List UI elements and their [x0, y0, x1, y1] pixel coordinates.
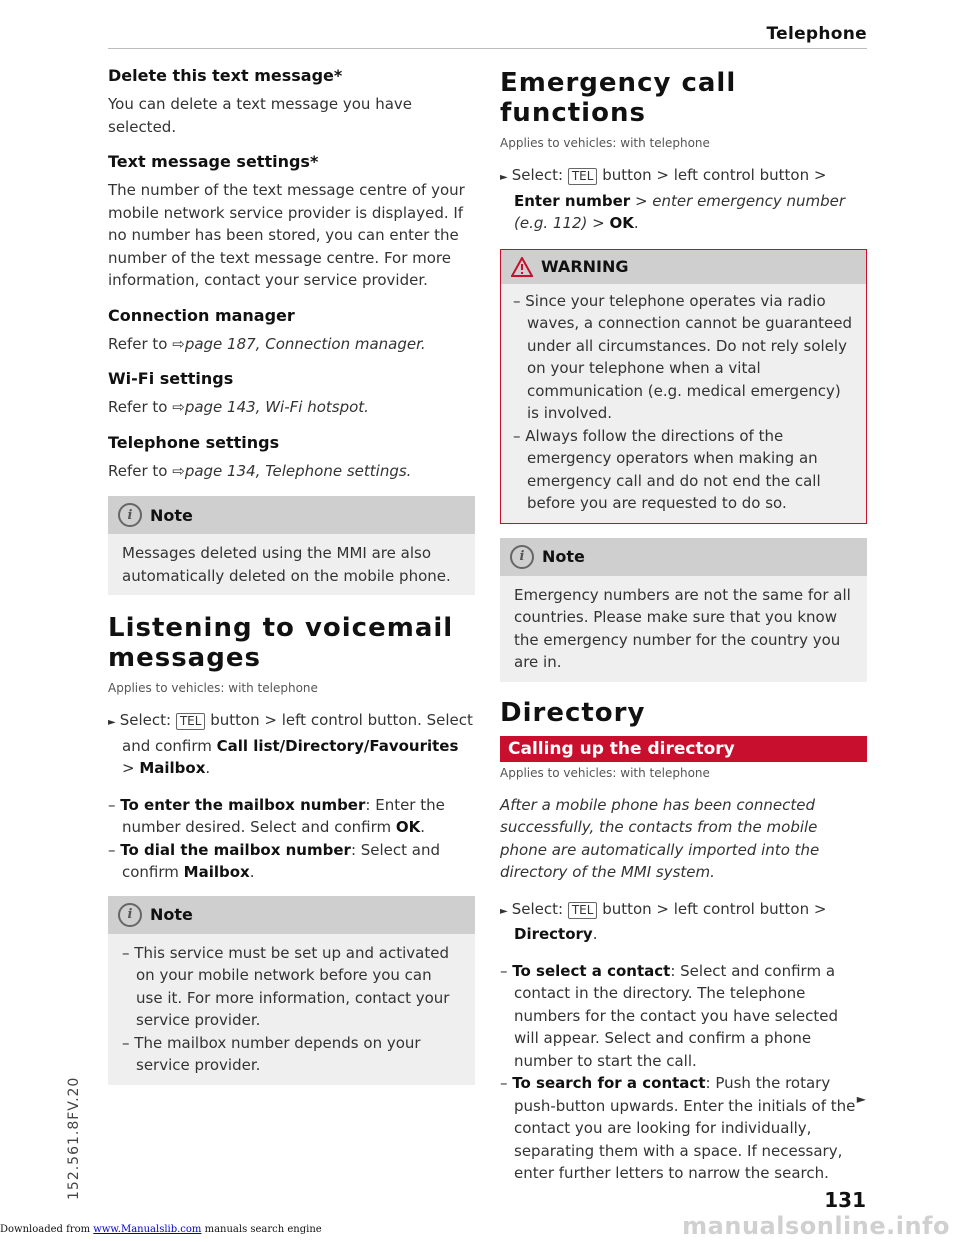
tel-key: TEL: [568, 902, 598, 919]
info-icon: i: [118, 903, 142, 927]
warning-label: WARNING: [541, 257, 629, 276]
ref-prefix: Refer to: [108, 461, 173, 480]
bullet-text: : Select and confirm: [122, 840, 441, 881]
warning-box: [500, 249, 867, 524]
menu-path: Enter number: [514, 191, 631, 210]
step-text: >: [122, 759, 140, 777]
voicemail-title: Listening to voicemail messages: [108, 613, 454, 673]
bullet-bold: OK: [395, 818, 421, 836]
step-text: .: [205, 759, 211, 777]
voicemail-bullets: [108, 794, 475, 884]
note-header: [500, 538, 867, 576]
emergency-step: [500, 164, 867, 235]
list-item: – To dial the mailbox number: Select and confirm Mailbox.: [108, 840, 441, 881]
page-ref-link[interactable]: ⇨page 134, Telephone settings.: [172, 461, 412, 480]
step-text: button > left control button >: [597, 899, 827, 918]
note-header: [108, 896, 475, 934]
note-box: [500, 538, 867, 682]
directory-step: [500, 898, 867, 946]
page-ref-link[interactable]: ⇨page 187, Connection manager.: [172, 334, 426, 353]
ref-prefix: Refer to: [108, 334, 173, 353]
emergency-title: Emergency call functions: [500, 68, 737, 128]
note-label: Note: [150, 505, 193, 525]
list-item: – To enter the mailbox number: Enter the number desired. Select and confirm OK.: [108, 795, 445, 836]
bullet-text: : Push the rotary push-button upwards. Enter the initials of the contact you are looking for individually, separating them with a space. If necessary, enter further letters to narrow the search.: [514, 1074, 856, 1182]
step-text: >: [587, 214, 610, 232]
connection-manager-heading: Connection manager: [108, 305, 295, 325]
directory-intro: After a mobile phone has been connected successfully, the contacts from the mobile phone are automatically imported into the directory of the MMI system.: [500, 795, 820, 881]
list-item: – This service must be set up and activated on your mobile network before you can use it. For more information, contact your service provider.: [122, 943, 450, 1029]
telephone-settings-ref: [108, 460, 475, 483]
list-item: – The mailbox number depends on your service provider.: [122, 1033, 421, 1074]
sms-settings-heading: Text message settings*: [108, 152, 319, 171]
bullet-text: : Enter the number desired. Select and confirm: [122, 795, 445, 836]
step-text: Select:: [511, 899, 568, 918]
bullet-bold: To dial the mailbox number: [120, 840, 351, 859]
footer-text: manuals search engine: [201, 1224, 322, 1235]
footer-text: Downloaded from: [0, 1224, 94, 1235]
header-rule: [108, 48, 867, 49]
bullet-bold: To search for a contact: [512, 1074, 706, 1092]
bullet-text: .: [249, 863, 255, 881]
page-number: 131: [824, 1188, 866, 1212]
watermark: manualsonline.info: [682, 1212, 950, 1240]
sms-settings-text: The number of the text message centre of your mobile network service provider is displayed. If no number has been stored, you can enter the number of the text message centre. For more information, contact your service provider.: [108, 181, 465, 289]
tel-key: TEL: [568, 168, 598, 185]
info-icon: i: [118, 503, 142, 527]
warning-body: [501, 284, 866, 523]
manualslib-link[interactable]: www.Manualslib.com: [93, 1224, 202, 1235]
wifi-heading: Wi-Fi settings: [108, 369, 234, 388]
menu-path: Mailbox: [139, 759, 206, 777]
note-header: [108, 496, 475, 534]
delete-text: You can delete a text message you have selected.: [108, 95, 413, 136]
document-code: 152.561.8FV.20: [66, 1076, 82, 1200]
applies-to: Applies to vehicles: with telephone: [500, 765, 710, 780]
bullet-text: : Select and confirm a contact in the directory. The telephone numbers for the contact you have selected will appear. Select and confirm a phone number to start the call.: [514, 961, 839, 1070]
directory-bullets: [500, 960, 867, 1185]
ref-prefix: Refer to: [108, 398, 173, 416]
note-box: [108, 896, 475, 1085]
note-text: Emergency numbers are not the same for all countries. Please make sure that you know the emergency number for the country you are in.: [514, 585, 851, 671]
step-text: .: [592, 925, 598, 943]
list-item: – Since your telephone operates via radio waves, a connection cannot be guaranteed under all circumstances. Do not rely solely on your telephone when a vital communication (e.g. medical emergency) is involved.: [513, 291, 853, 422]
running-header: Telephone: [766, 24, 867, 44]
right-column: [500, 66, 867, 1197]
connection-manager-ref: [108, 333, 475, 356]
bullet-bold: To enter the mailbox number: [120, 795, 366, 814]
warning-triangle-icon: [511, 257, 533, 277]
step-text: .: [633, 214, 639, 232]
note-body: [108, 934, 475, 1085]
applies-to: Applies to vehicles: with telephone: [108, 681, 318, 695]
applies-to: Applies to vehicles: with telephone: [500, 136, 710, 150]
page-ref-link[interactable]: ⇨page 143, Wi-Fi hotspot.: [172, 398, 369, 416]
list-item-text: Always follow the directions of the emergency operators when making an emergency call and do not end the call before you are requested to do so.: [525, 426, 821, 512]
warning-header: [501, 250, 866, 284]
list-item-text: This service must be set up and activated on your mobile network before you can use it. For more information, contact your service provider.: [134, 943, 450, 1029]
step-triangle-icon: ►: [500, 172, 508, 183]
tel-key: TEL: [176, 713, 206, 730]
note-list: [122, 942, 461, 1077]
note-label: Note: [150, 905, 193, 924]
step-text: button > left control button >: [597, 166, 827, 184]
step-text: Select:: [119, 711, 176, 729]
step-text: >: [630, 191, 653, 210]
list-item: – To select a contact: Select and confirm a contact in the directory. The telephone numbers for the contact you have selected will appear. Select and confirm a phone number to start the call.: [500, 961, 839, 1070]
step-text: Select:: [511, 166, 568, 184]
note-label: Note: [542, 547, 585, 566]
list-item: – Always follow the directions of the emergency operators when making an emergency call and do not end the call before you are requested to do so.: [513, 426, 821, 512]
section-bar: Calling up the directory: [500, 736, 867, 762]
download-footer: [0, 1224, 322, 1235]
step-triangle-icon: ►: [108, 717, 116, 728]
warning-list: [513, 290, 854, 515]
left-column: [108, 66, 475, 1101]
wifi-ref: [108, 396, 475, 419]
directory-title: Directory: [500, 697, 646, 728]
bullet-bold: Mailbox: [183, 863, 250, 881]
list-item-text: The mailbox number depends on your service provider.: [134, 1033, 421, 1074]
menu-path: OK: [609, 214, 634, 232]
list-item-text: Since your telephone operates via radio waves, a connection cannot be guaranteed under all circumstances. Do not rely solely on your telephone when a vital communication (e.g. medical emergency) is involved.: [525, 291, 853, 422]
bullet-text: .: [420, 818, 426, 836]
step-text: button > left control button. Select and confirm: [122, 711, 473, 755]
note-box: [108, 496, 475, 595]
bullet-bold: To select a contact: [512, 961, 671, 980]
continue-arrow-icon: ►: [856, 1092, 866, 1106]
delete-heading: Delete this text message*: [108, 66, 343, 85]
voicemail-step: [108, 709, 475, 780]
menu-path: Call list/Directory/Favourites: [216, 736, 459, 755]
telephone-settings-heading: Telephone settings: [108, 432, 280, 452]
menu-path: Directory: [514, 925, 593, 943]
step-italic: enter emergency number (e.g. 112): [514, 191, 846, 232]
list-item: – To search for a contact: Push the rotary push-button upwards. Enter the initials of the contact you are looking for individually, separating them with a space. If necessary, enter further letters to narrow the search.: [500, 1074, 856, 1182]
info-icon: i: [510, 545, 534, 569]
note-text: Messages deleted using the MMI are also automatically deleted on the mobile phone.: [122, 544, 451, 585]
step-triangle-icon: ►: [500, 905, 508, 917]
